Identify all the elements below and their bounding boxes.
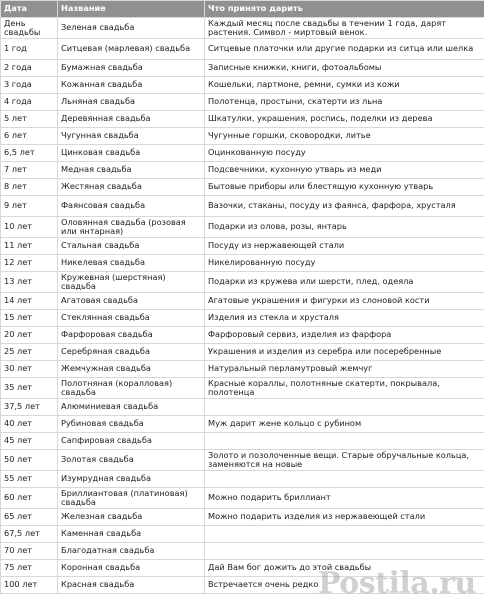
- cell-gift: [205, 471, 484, 488]
- table-row: [1, 77, 484, 94]
- cell-date: 70 лет: [1, 543, 58, 560]
- cell-date: День свадьбы: [1, 18, 58, 39]
- cell-name: Зеленая свадьба: [58, 18, 205, 39]
- cell-name: Серебряная свадьба: [58, 344, 205, 361]
- cell-date: 13 лет: [1, 272, 58, 293]
- cell-gift: Бытовые приборы или блестящую кухонную утварь: [205, 179, 484, 196]
- watermark: Postila.ru: [318, 566, 476, 601]
- cell-date: 67,5 лет: [1, 526, 58, 543]
- cell-gift: Агатовые украшения и фигурки из слоновой кости: [205, 293, 484, 310]
- table-row: [1, 145, 484, 162]
- cell-date: 9 лет: [1, 196, 58, 217]
- cell-date: 14 лет: [1, 293, 58, 310]
- cell-name: Рубиновая свадьба: [58, 416, 205, 433]
- cell-date: 12 лет: [1, 255, 58, 272]
- cell-name: Жемчужная свадьба: [58, 361, 205, 378]
- cell-gift: Подарки из кружева или шерсти, плед, одеяла: [205, 272, 484, 293]
- table-row: [1, 272, 484, 293]
- cell-date: 3 года: [1, 77, 58, 94]
- cell-name: Кружевная (шерстяная) свадьба: [58, 272, 205, 293]
- cell-name: Деревянная свадьба: [58, 111, 205, 128]
- cell-name: Алюминиевая свадьба: [58, 399, 205, 416]
- table-header-row: [1, 1, 484, 18]
- cell-name: Железная свадьба: [58, 509, 205, 526]
- cell-gift: Оцинкованную посуду: [205, 145, 484, 162]
- table-row: [1, 416, 484, 433]
- cell-gift: Посуду из нержавеющей стали: [205, 238, 484, 255]
- cell-date: 15 лет: [1, 310, 58, 327]
- table-row: [1, 238, 484, 255]
- cell-gift: Полотенца, простыни, скатерти из льна: [205, 94, 484, 111]
- cell-name: Бриллиантовая (платиновая) свадьба: [58, 488, 205, 509]
- cell-gift: Записные книжки, книги, фотоальбомы: [205, 60, 484, 77]
- table-row: [1, 162, 484, 179]
- cell-date: 40 лет: [1, 416, 58, 433]
- cell-name: Кожанная свадьба: [58, 77, 205, 94]
- cell-date: 100 лет: [1, 577, 58, 594]
- cell-gift: Встречается очень редко: [205, 577, 484, 594]
- table-row: [1, 39, 484, 60]
- cell-name: Красная свадьба: [58, 577, 205, 594]
- table-row: [1, 526, 484, 543]
- cell-name: Чугунная свадьба: [58, 128, 205, 145]
- cell-gift: Украшения и изделия из серебра или посеребренные: [205, 344, 484, 361]
- cell-name: Льняная свадьба: [58, 94, 205, 111]
- cell-gift: Можно подарить изделия из нержавеющей стали: [205, 509, 484, 526]
- table-row: [1, 128, 484, 145]
- cell-name: Каменная свадьба: [58, 526, 205, 543]
- table-row: [1, 196, 484, 217]
- cell-date: 6,5 лет: [1, 145, 58, 162]
- cell-gift: [205, 399, 484, 416]
- cell-gift: Подарки из олова, розы, янтарь: [205, 217, 484, 238]
- cell-gift: [205, 433, 484, 450]
- table-row: [1, 471, 484, 488]
- cell-date: 11 лет: [1, 238, 58, 255]
- table-row: [1, 488, 484, 509]
- cell-date: 37,5 лет: [1, 399, 58, 416]
- cell-gift: Изделия из стекла и хрусталя: [205, 310, 484, 327]
- cell-gift: Можно подарить бриллиант: [205, 488, 484, 509]
- table-row: [1, 399, 484, 416]
- table-row: [1, 111, 484, 128]
- cell-date: 1 год: [1, 39, 58, 60]
- cell-name: Оловянная свадьба (розовая или янтарная): [58, 217, 205, 238]
- cell-gift: Натуральный перламутровый жемчуг: [205, 361, 484, 378]
- table-row: [1, 433, 484, 450]
- table-row: [1, 327, 484, 344]
- cell-name: Фарфоровая свадьба: [58, 327, 205, 344]
- cell-date: 10 лет: [1, 217, 58, 238]
- cell-name: Золотая свадьба: [58, 450, 205, 471]
- cell-date: 8 лет: [1, 179, 58, 196]
- cell-gift: [205, 543, 484, 560]
- table-row: [1, 293, 484, 310]
- table-row: [1, 179, 484, 196]
- cell-date: 60 лет: [1, 488, 58, 509]
- table-row: [1, 560, 484, 577]
- table-row: [1, 509, 484, 526]
- table-row: [1, 217, 484, 238]
- cell-gift: Подсвечники, кухонную утварь из меди: [205, 162, 484, 179]
- table-row: [1, 361, 484, 378]
- cell-gift: Красные кораллы, полотняные скатерти, покрывала, полотенца: [205, 378, 484, 399]
- cell-name: Сапфировая свадьба: [58, 433, 205, 450]
- table-row: [1, 577, 484, 594]
- cell-name: Благодатная свадьба: [58, 543, 205, 560]
- cell-gift: Муж дарит жене кольцо с рубином: [205, 416, 484, 433]
- cell-name: Бумажная свадьба: [58, 60, 205, 77]
- cell-name: Медная свадьба: [58, 162, 205, 179]
- cell-name: Стеклянная свадьба: [58, 310, 205, 327]
- cell-gift: Никелированную посуду: [205, 255, 484, 272]
- cell-name: Изумрудная свадьба: [58, 471, 205, 488]
- cell-name: Цинковая свадьба: [58, 145, 205, 162]
- cell-date: 7 лет: [1, 162, 58, 179]
- cell-date: 75 лет: [1, 560, 58, 577]
- cell-name: Никелевая свадьба: [58, 255, 205, 272]
- cell-date: 55 лет: [1, 471, 58, 488]
- cell-gift: Шкатулки, украшения, роспись, поделки из дерева: [205, 111, 484, 128]
- cell-date: 2 года: [1, 60, 58, 77]
- cell-gift: Вазочки, стаканы, посуду из фаянса, фарфора, хрусталя: [205, 196, 484, 217]
- cell-date: 50 лет: [1, 450, 58, 471]
- cell-gift: Ситцевые платочки или другие подарки из ситца или шелка: [205, 39, 484, 60]
- table-row: [1, 310, 484, 327]
- cell-gift: Кошельки, партмоне, ремни, сумки из кожи: [205, 77, 484, 94]
- table-row: [1, 378, 484, 399]
- cell-gift: Каждый месяц после свадьбы в течении 1 года, дарят растения. Символ - миртовый венок.: [205, 18, 484, 39]
- cell-date: 45 лет: [1, 433, 58, 450]
- cell-name: Стальная свадьба: [58, 238, 205, 255]
- column-header-gift: Что принято дарить: [205, 1, 484, 18]
- table-row: [1, 255, 484, 272]
- table-row: [1, 543, 484, 560]
- cell-date: 20 лет: [1, 327, 58, 344]
- cell-name: Фаянсовая свадьба: [58, 196, 205, 217]
- cell-gift: [205, 526, 484, 543]
- cell-date: 5 лет: [1, 111, 58, 128]
- cell-date: 6 лет: [1, 128, 58, 145]
- cell-name: Коронная свадьба: [58, 560, 205, 577]
- cell-date: 4 года: [1, 94, 58, 111]
- cell-name: Полотняная (коралловая) свадьба: [58, 378, 205, 399]
- cell-gift: Золото и позолоченные вещи. Старые обручальные кольца, заменяются на новые: [205, 450, 484, 471]
- cell-name: Агатовая свадьба: [58, 293, 205, 310]
- table-row: [1, 344, 484, 361]
- cell-gift: Чугунные горшки, сковородки, литье: [205, 128, 484, 145]
- cell-gift: Фарфоровый сервиз, изделия из фарфора: [205, 327, 484, 344]
- cell-gift: Дай Вам бог дожить до этой свадьбы: [205, 560, 484, 577]
- cell-date: 35 лет: [1, 378, 58, 399]
- cell-date: 30 лет: [1, 361, 58, 378]
- cell-date: 65 лет: [1, 509, 58, 526]
- table-row: [1, 60, 484, 77]
- table-row: [1, 450, 484, 471]
- cell-name: Жестяная свадьба: [58, 179, 205, 196]
- table-row: [1, 18, 484, 39]
- column-header-date: Дата: [1, 1, 58, 18]
- cell-name: Ситцевая (марлевая) свадьба: [58, 39, 205, 60]
- table-row: [1, 94, 484, 111]
- cell-date: 25 лет: [1, 344, 58, 361]
- column-header-name: Название: [58, 1, 205, 18]
